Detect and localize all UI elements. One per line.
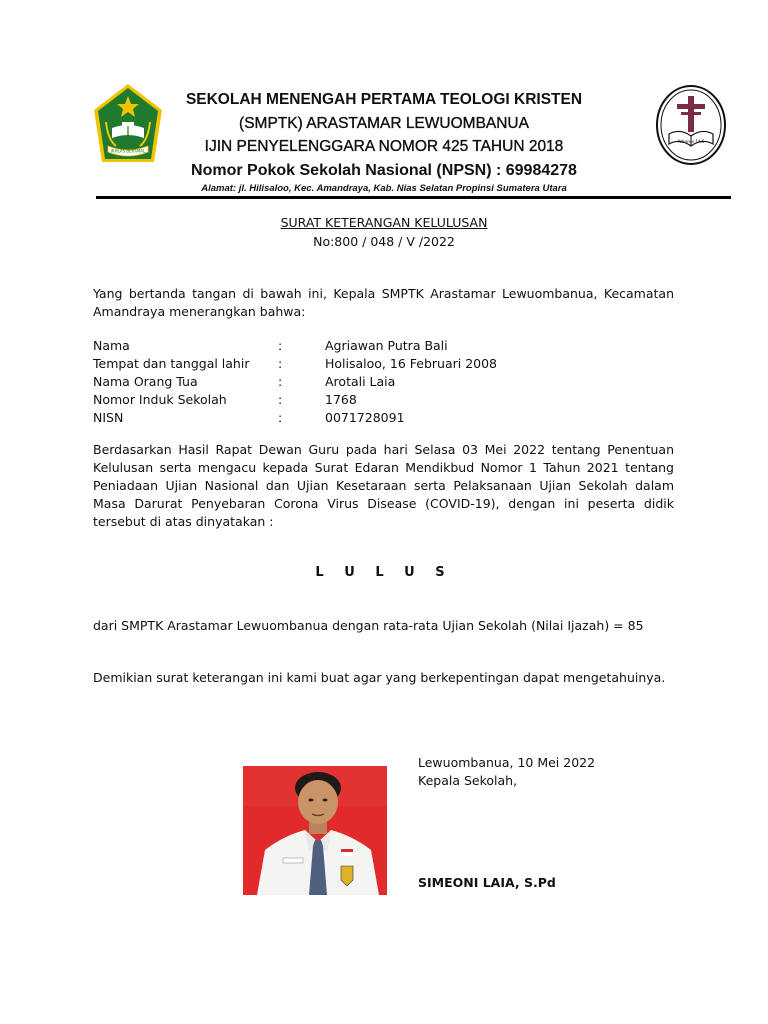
field-row-parent [93,373,593,391]
field-value: 0071728091 [325,410,405,425]
field-separator: : [278,392,283,407]
license-line: IJIN PENYELENGGARA NOMOR 425 TAHUN 2018 [204,138,564,155]
school-cross-bible-emblem-icon [655,84,727,166]
student-portrait-photo [243,766,387,895]
signatory-name: SIMEONI LAIA, S.Pd [418,875,556,890]
decision-paragraph [93,441,674,531]
field-label: Nama Orang Tua [93,374,198,389]
header-divider [96,196,731,199]
signature-position: Kepala Sekolah, [418,773,518,788]
field-separator: : [278,410,283,425]
field-label: NISN [93,410,124,425]
intro-paragraph [93,285,674,321]
emblem-motto: Yohanes 14:6 [677,139,705,144]
decision-line: Masa Darurat Penyebaran Corona Virus Disease (COVID-19), dengan ini peserta didik [93,496,674,511]
intro-line: Amandraya menerangkan bahwa: [93,304,306,319]
decision-line: Kelulusan serta mengacu kepada Surat Edaran Mendikbud Nomor 1 Tahun 2021 tentang [93,460,674,475]
field-row-student-number [93,391,593,409]
document-number: No:800 / 048 / V /2022 [313,234,455,249]
field-value: Holisaloo, 16 Februari 2008 [325,356,498,371]
decision-line: Peniadaan Ujian Nasional dan Ujian Kesetaraan serta Pelaksanaan Ujian Sekolah dalam [93,478,674,493]
signature-place-date: Lewuombanua, 10 Mei 2022 [418,755,596,770]
student-details [93,337,593,427]
field-separator: : [278,338,283,353]
field-separator: : [278,356,283,371]
closing-statement: Demikian surat keterangan ini kami buat agar yang berkepentingan dapat mengetahuinya. [93,670,666,685]
field-label: Nama [93,338,130,353]
school-name-line: SEKOLAH MENENGAH PERTAMA TEOLOGI KRISTEN [185,91,583,108]
field-label: Tempat dan tanggal lahir [93,356,250,371]
svg-text:IKHLAS BERAMAL: IKHLAS BERAMAL [110,148,146,154]
school-acronym-line: (SMPTK) ARASTAMAR LEWUOMBANUA [239,114,529,132]
field-value: Arotali Laia [325,374,396,389]
field-row-nisn [93,409,593,427]
decision-line: Berdasarkan Hasil Rapat Dewan Guru pada hari Selasa 03 Mei 2022 tentang Penentuan [93,442,674,457]
npsn-line: Nomor Pokok Sekolah Nasional (NPSN) : 69984278 [191,161,577,179]
field-value: Agriawan Putra Bali [325,338,448,353]
graduation-result: L U L U S [315,565,453,580]
intro-line: Yang bertanda tangan di bawah ini, Kepala SMPTK Arastamar Lewuombanua, Kecamatan [93,286,674,301]
decision-line: tersebut di atas dinyatakan : [93,514,274,529]
field-row-name [93,337,593,355]
field-value: 1768 [325,392,357,407]
score-statement: dari SMPTK Arastamar Lewuombanua dengan rata-rata Ujian Sekolah (Nilai Ijazah) = 85 [93,618,644,633]
field-label: Nomor Induk Sekolah [93,392,227,407]
field-row-birth [93,355,593,373]
document-title: SURAT KETERANGAN KELULUSAN [280,215,488,230]
school-address: Alamat: jl. Hilisaloo, Kec. Amandraya, Kab. Nias Selatan Propinsi Sumatera Utara [201,183,567,194]
school-letterhead [150,88,618,182]
field-separator: : [278,374,283,389]
